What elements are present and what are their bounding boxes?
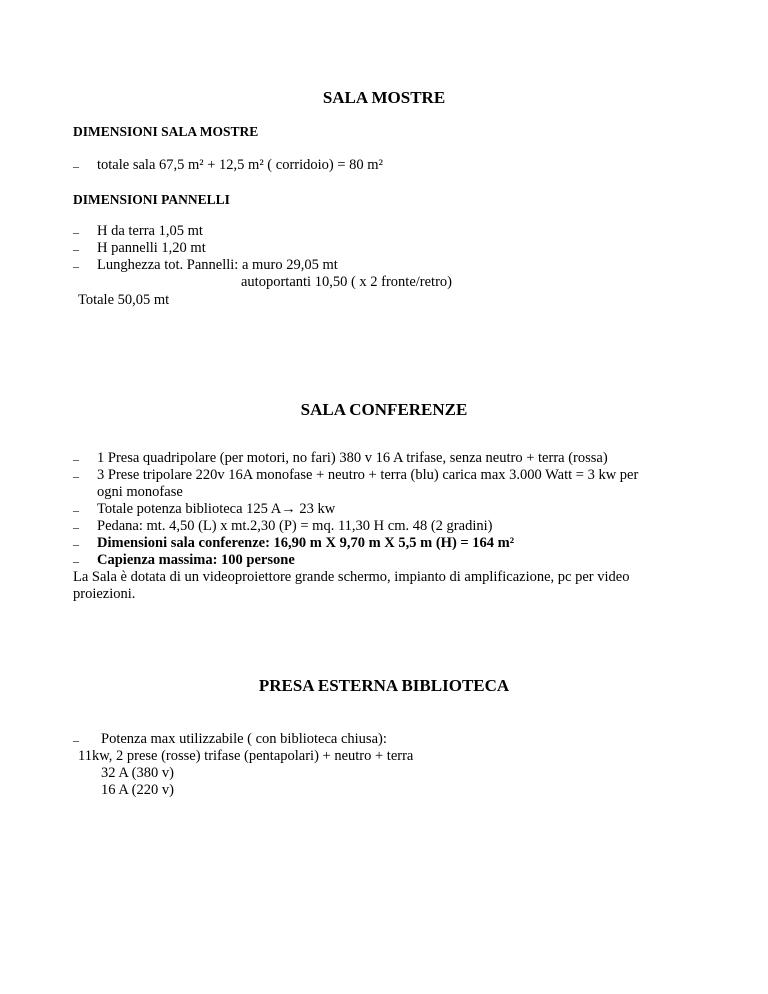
- bullet-dash: –: [73, 503, 79, 517]
- bullet-dash: –: [73, 554, 79, 568]
- bullet-dash: –: [73, 469, 79, 483]
- bullet-dash: –: [73, 242, 79, 256]
- list-item: Totale potenza biblioteca 125 A→ 23 kw: [97, 501, 336, 517]
- description-text: La Sala è dotata di un videoproiettore grande schermo, impianto di amplificazione, pc per video: [73, 569, 630, 585]
- dimensioni-pannelli-heading: DIMENSIONI PANNELLI: [73, 192, 230, 207]
- totale-line: Totale 50,05 mt: [78, 292, 170, 308]
- list-item: Lunghezza tot. Pannelli: a muro 29,05 mt: [97, 257, 338, 273]
- bullet-dash: –: [73, 452, 79, 466]
- bullet-dash: –: [73, 225, 79, 239]
- list-item: Capienza massima: 100 persone: [97, 552, 295, 568]
- list-item: H pannelli 1,20 mt: [97, 240, 206, 256]
- bullet-dash: –: [73, 520, 79, 534]
- body-text: 11kw, 2 prese (rosse) trifase (pentapolari) + neutro + terra: [78, 748, 414, 764]
- list-item-continuation: ogni monofase: [97, 484, 183, 500]
- list-item: Dimensioni sala conferenze: 16,90 m X 9,70 m X 5,5 m (H) = 164 m²: [97, 535, 515, 551]
- bullet-dash: –: [73, 733, 79, 747]
- list-item-continuation: autoportanti 10,50 ( x 2 fronte/retro): [241, 274, 452, 290]
- description-text: proiezioni.: [73, 586, 136, 602]
- list-item: 3 Prese tripolare 220v 16A monofase + neutro + terra (blu) carica max 3.000 Watt = 3 kw per: [97, 467, 639, 483]
- list-item: totale sala 67,5 m² + 12,5 m² ( corridoio) = 80 m²: [97, 157, 383, 173]
- presa-esterna-title: PRESA ESTERNA BIBLIOTECA: [258, 676, 510, 695]
- sala-conferenze-title: SALA CONFERENZE: [300, 400, 468, 419]
- body-text: 32 A (380 v): [101, 765, 174, 781]
- list-item: Pedana: mt. 4,50 (L) x mt.2,30 (P) = mq. 11,30 H cm. 48 (2 gradini): [97, 518, 493, 534]
- list-item: 1 Presa quadripolare (per motori, no fari) 380 v 16 A trifase, senza neutro + terra (rossa): [97, 450, 608, 466]
- list-item: Potenza max utilizzabile ( con biblioteca chiusa):: [101, 731, 387, 747]
- bullet-dash: –: [73, 259, 79, 273]
- body-text: 16 A (220 v): [101, 782, 174, 798]
- sala-mostre-title: SALA MOSTRE: [322, 88, 446, 107]
- bullet-dash: –: [73, 537, 79, 551]
- bullet-dash: –: [73, 159, 79, 173]
- dimensioni-sala-mostre-heading: DIMENSIONI SALA MOSTRE: [73, 124, 259, 139]
- list-item: H da terra 1,05 mt: [97, 223, 203, 239]
